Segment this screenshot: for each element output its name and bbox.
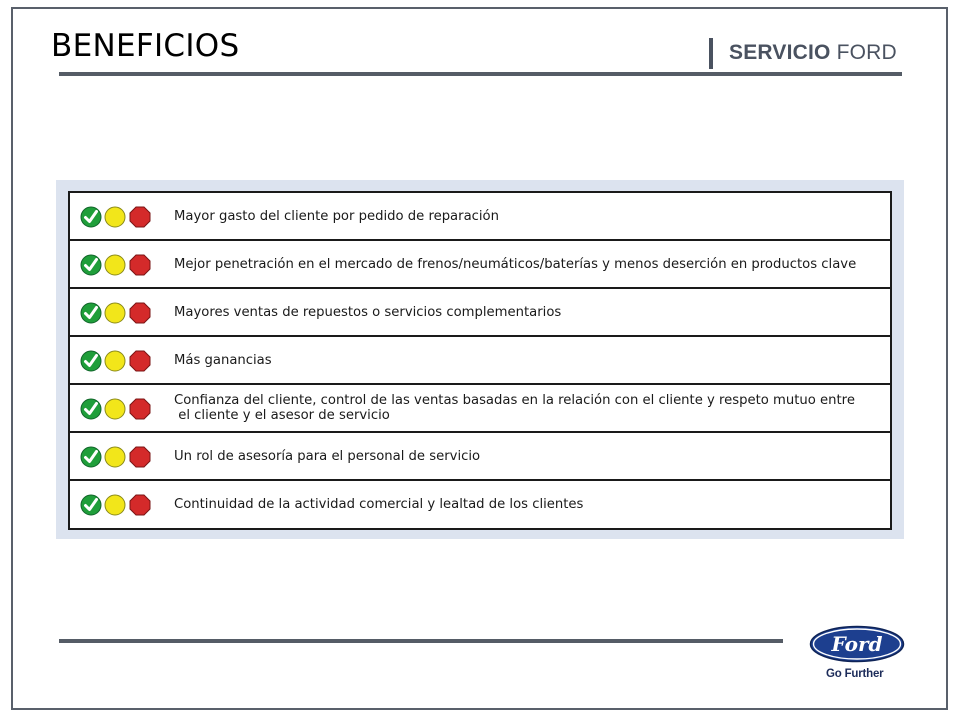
table-row <box>70 481 890 530</box>
header-rule <box>59 72 902 76</box>
stop-sign-icon <box>129 350 151 372</box>
footer-rule <box>59 639 783 643</box>
yellow-circle-icon <box>104 302 126 324</box>
check-icon <box>80 494 102 516</box>
stop-sign-icon <box>129 494 151 516</box>
status-icons <box>80 350 155 372</box>
check-icon <box>80 206 102 228</box>
benefit-text: Mejor penetración en el mercado de frenos/neumáticos/baterías y menos deserción en productos clave <box>174 256 857 272</box>
benefit-text: Confianza del cliente, control de las ventas basadas en la relación con el cliente y respeto mutuo entre el cliente y el asesor de servicio <box>174 393 855 423</box>
brand-light-text: FORD <box>830 41 897 64</box>
table-row <box>70 241 890 289</box>
ford-logo <box>809 625 905 663</box>
table-row <box>70 289 890 337</box>
check-icon <box>80 446 102 468</box>
brand-bold-text: SERVICIO <box>729 41 831 64</box>
status-icons <box>80 302 155 324</box>
yellow-circle-icon <box>104 494 126 516</box>
benefit-text: Un rol de asesoría para el personal de servicio <box>174 448 481 464</box>
servicio-ford-brand <box>729 41 897 65</box>
benefit-text: Mayores ventas de repuestos o servicios complementarios <box>174 304 562 320</box>
stop-sign-icon <box>129 254 151 276</box>
yellow-circle-icon <box>104 206 126 228</box>
stop-sign-icon <box>129 446 151 468</box>
stop-sign-icon <box>129 206 151 228</box>
benefits-table <box>68 191 892 530</box>
stop-sign-icon <box>129 398 151 420</box>
ford-logo-text: Ford <box>831 632 883 656</box>
stop-sign-icon <box>129 302 151 324</box>
check-icon <box>80 350 102 372</box>
benefit-text: Mayor gasto del cliente por pedido de reparación <box>174 208 499 224</box>
check-icon <box>80 254 102 276</box>
status-icons <box>80 446 155 468</box>
status-icons <box>80 254 155 276</box>
table-row <box>70 193 890 241</box>
table-row <box>70 337 890 385</box>
go-further-tagline: Go Further <box>826 668 884 680</box>
check-icon <box>80 398 102 420</box>
yellow-circle-icon <box>104 398 126 420</box>
brand-divider <box>709 38 713 69</box>
check-icon <box>80 302 102 324</box>
status-icons <box>80 398 155 420</box>
benefit-text: Más ganancias <box>174 352 272 368</box>
benefit-text: Continuidad de la actividad comercial y lealtad de los clientes <box>174 497 584 512</box>
yellow-circle-icon <box>104 254 126 276</box>
table-row <box>70 433 890 481</box>
status-icons <box>80 206 155 228</box>
status-icons <box>80 494 155 516</box>
page-title: BENEFICIOS <box>51 28 240 64</box>
yellow-circle-icon <box>104 350 126 372</box>
yellow-circle-icon <box>104 446 126 468</box>
table-row <box>70 385 890 433</box>
